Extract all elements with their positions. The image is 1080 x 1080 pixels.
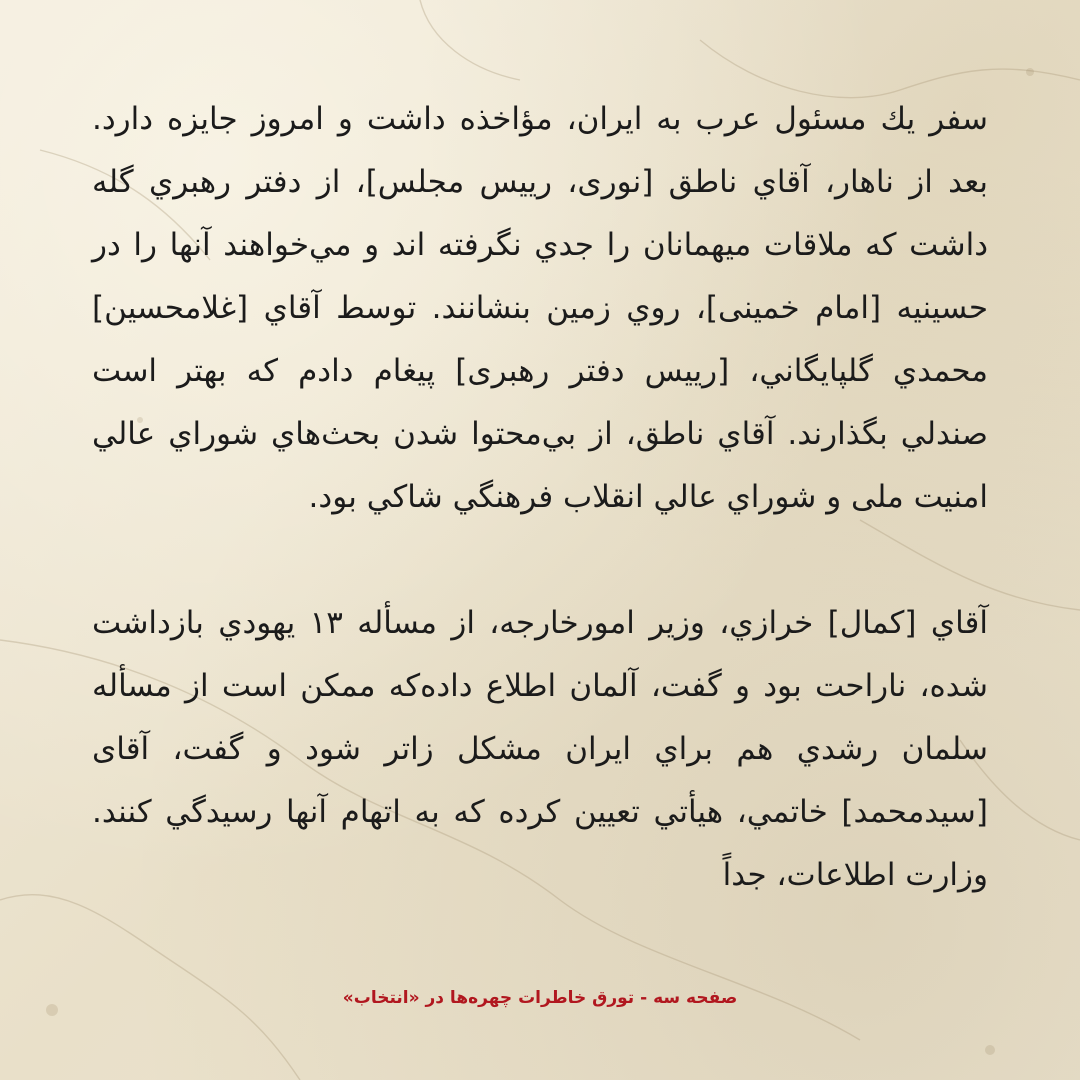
page-caption: صفحه سه - تورق خاطرات چهره‌ها در «انتخاب» [342, 988, 738, 1008]
paragraph-1: سفر يك مسئول عرب به ايران، مؤاخذه داشت و امروز جايزه دارد. بعد از ناهار، آقاي ناطق [نورى، رييس مجلس]، از دفتر رهبري گله داشت كه ملاقات ميهمانان را جدي نگرفته اند و مي‌خواهند آنها را در حسينيه [امام خمينى]، روي زمين بنشانند. توسط آقاي [غلامحسين] محمدي گلپايگاني، [رييس دفتر رهبرى] پيغام دادم كه بهتر است صندلي بگذارند. آقاي ناطق، از بي‌محتوا شدن بحث‌هاي شوراي عالي امنيت ملی و شوراي عالي انقلاب فرهنگي شاكي بود. [92, 101, 988, 515]
memoir-text [92, 88, 988, 907]
paragraph-2: آقاي [كمال] خرازي، وزير امورخارجه، از مسأله ۱۳ يهودي بازداشت شده، ناراحت بود و گفت، آلمان اطلاع داده‌كه ممكن است از مسأله سلمان رشدي هم براي ايران مشكل زاتر شود و گفت، آقاى [سيدمحمد] خاتمي، هيأتي تعيين كرده كه به اتهام آنها رسيدگي كنند. وزارت اطلاعات، جداً [92, 605, 988, 893]
